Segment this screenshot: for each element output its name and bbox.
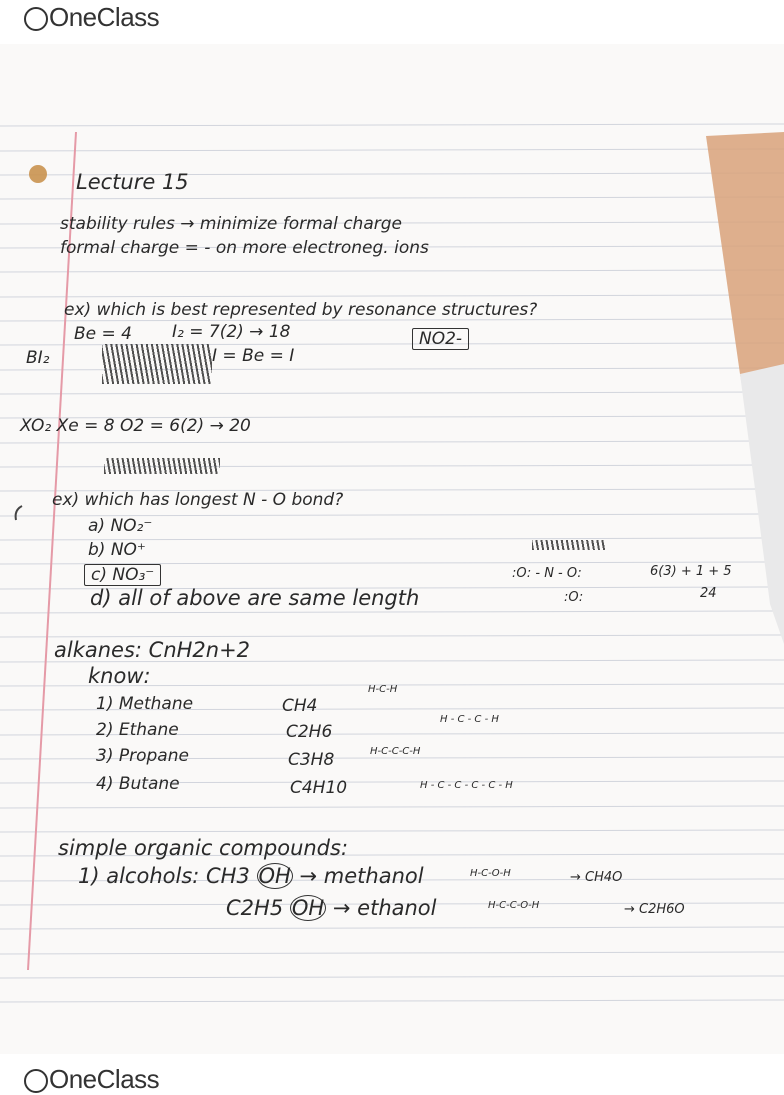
bi2-structure: I = Be = I [212, 346, 295, 366]
no3-structure: :O: - N - O: [512, 566, 582, 581]
bullet-stability: stability rules → minimize formal charge [60, 214, 402, 234]
organic-heading: simple organic compounds: [58, 836, 349, 860]
alkane-4-formula: C4H10 [290, 778, 348, 798]
alkane-2-name: 2) Ethane [96, 720, 179, 740]
alkane-3-formula: C3H8 [288, 750, 335, 770]
alcohol-1-oh: OH [258, 864, 291, 888]
example1-be: Be = 4 [74, 324, 132, 344]
bullet-formal-charge: formal charge = - on more electroneg. ions [60, 238, 429, 258]
brand-o-icon [24, 7, 48, 31]
alcohol-1-prefix: 1) alcohols: CH3 [78, 864, 250, 888]
ethanol-formula: → C2H6O [624, 902, 685, 917]
no3-electron-total: 24 [700, 586, 717, 601]
example1-answer-box: NO2- [412, 328, 469, 350]
alkane-2-formula: C2H6 [286, 722, 333, 742]
alkane-3-name: 3) Propane [96, 746, 189, 766]
no3-electron-count: 6(3) + 1 + 5 [650, 564, 732, 579]
propane-structure: H-C-C-C-H [370, 746, 421, 757]
ethane-structure: H - C - C - H [440, 714, 499, 725]
scribble-out [104, 458, 220, 474]
lecture-title: Lecture 15 [76, 170, 189, 194]
alkane-4-name: 4) Butane [96, 774, 180, 794]
alkane-1-formula: CH4 [282, 696, 318, 716]
scribble-out [532, 540, 606, 550]
example2-option-b: b) NO⁺ [88, 540, 146, 560]
bi2-label: BI₂ [26, 348, 50, 368]
alcohol-2-oh: OH [291, 896, 325, 920]
example2-option-d: d) all of above are same length [90, 586, 420, 610]
example1-i2: I₂ = 7(2) → 18 [172, 322, 291, 342]
example2-option-a: a) NO₂⁻ [88, 516, 153, 536]
know-label: know: [88, 664, 151, 688]
alcohol-1-name: → methanol [299, 864, 424, 888]
xo2-line: XO₂ Xe = 8 O2 = 6(2) → 20 [20, 416, 251, 436]
alcohol-2-prefix: C2H5 [226, 896, 284, 920]
alkanes-heading: alkanes: CnH2n+2 [54, 638, 251, 662]
no3-structure-bottom: :O: [564, 590, 584, 605]
methane-structure: H-C-H [368, 684, 398, 695]
notebook-page [0, 44, 784, 1054]
brand-o-icon [24, 1069, 48, 1093]
methanol-structure: H-C-O-H [470, 868, 511, 879]
example1-question: ex) which is best represented by resonance structures? [64, 300, 538, 320]
alkane-1-name: 1) Methane [96, 694, 194, 714]
alcohol-2 [226, 896, 437, 920]
example2-question: ex) which has longest N - O bond? [52, 490, 344, 510]
ethanol-structure: H-C-C-O-H [488, 900, 540, 911]
alcohol-2-name: → ethanol [332, 896, 437, 920]
methanol-formula: → CH4O [570, 870, 623, 885]
brand-logo-bottom [24, 1064, 159, 1095]
butane-structure: H - C - C - C - C - H [420, 780, 513, 791]
brand-name: OneClass [49, 1064, 160, 1094]
brand-name: OneClass [49, 2, 160, 32]
scribble-out [102, 344, 212, 384]
brand-logo-top [24, 2, 159, 33]
example2-option-c: c) NO₃⁻ [84, 564, 161, 586]
alcohol-1 [78, 864, 424, 888]
